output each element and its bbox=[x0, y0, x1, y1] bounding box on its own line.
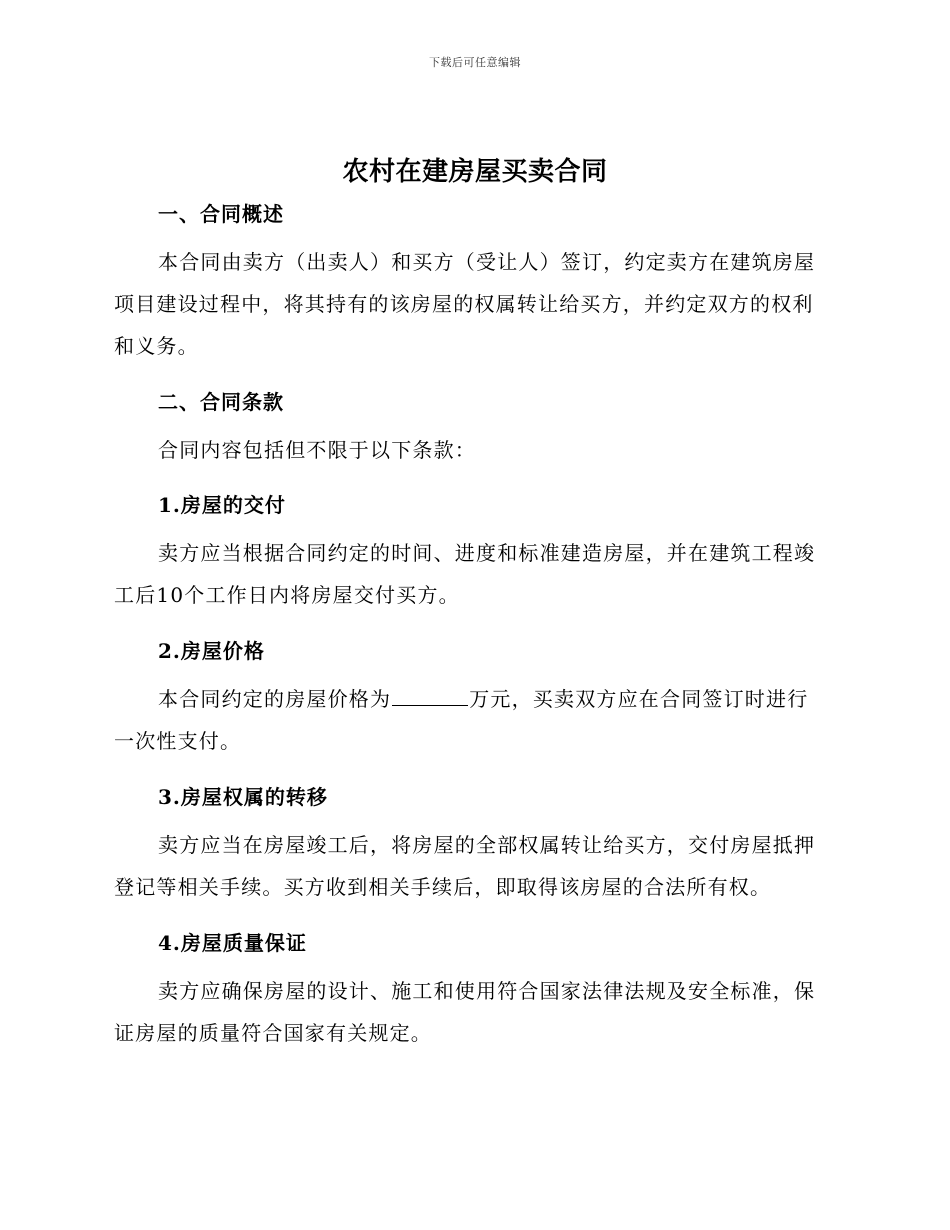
paragraph-line: 卖方应当在房屋竣工后，将房屋的全部权属转让给买方，交付房屋抵押 bbox=[158, 833, 816, 857]
paragraph-line: 证房屋的质量符合国家有关规定。 bbox=[114, 1021, 432, 1045]
clause-heading-ownership: 3.房屋权属的转移 bbox=[158, 785, 328, 809]
header-note: 下载后可任意编辑 bbox=[429, 56, 521, 69]
paragraph-line: 登记等相关手续。买方收到相关手续后，即取得该房屋的合法所有权。 bbox=[114, 875, 772, 899]
clause-heading-delivery: 1.房屋的交付 bbox=[158, 493, 286, 517]
section-heading-terms: 二、合同条款 bbox=[158, 390, 284, 414]
paragraph-line: 一次性支付。 bbox=[114, 729, 242, 753]
paragraph-line: 本合同由卖方（出卖人）和买方（受让人）签订，约定卖方在建筑房屋 bbox=[158, 250, 816, 274]
clause-heading-price: 2.房屋价格 bbox=[158, 639, 265, 663]
terms-intro bbox=[114, 429, 834, 471]
paragraph-line bbox=[114, 678, 834, 720]
paragraph-line: 卖方应当根据合同约定的时间、进度和标准建造房屋，并在建筑工程竣 bbox=[158, 541, 816, 565]
paragraph-line: 卖方应确保房屋的设计、施工和使用符合国家法律法规及安全标准，保 bbox=[158, 979, 816, 1003]
price-text-before: 本合同约定的房屋价格为 bbox=[158, 687, 392, 711]
clause-quality-paragraph bbox=[114, 970, 834, 1054]
clause-ownership-paragraph bbox=[114, 824, 834, 908]
clause-price-paragraph bbox=[114, 678, 834, 762]
overview-paragraph bbox=[114, 241, 834, 367]
price-blank-field bbox=[392, 687, 468, 706]
clause-delivery-paragraph bbox=[114, 532, 834, 616]
document-title: 农村在建房屋买卖合同 bbox=[342, 157, 608, 187]
clause-heading-quality: 4.房屋质量保证 bbox=[158, 931, 307, 955]
section-heading-overview: 一、合同概述 bbox=[158, 202, 284, 226]
paragraph-line: 项目建设过程中，将其持有的该房屋的权属转让给买方，并约定双方的权利 bbox=[114, 292, 814, 316]
paragraph-line: 工后10个工作日内将房屋交付买方。 bbox=[114, 583, 460, 607]
paragraph-line: 和义务。 bbox=[114, 334, 199, 358]
price-text-after: 万元，买卖双方应在合同签订时进行 bbox=[469, 687, 809, 711]
paragraph-line: 合同内容包括但不限于以下条款： bbox=[158, 438, 476, 462]
